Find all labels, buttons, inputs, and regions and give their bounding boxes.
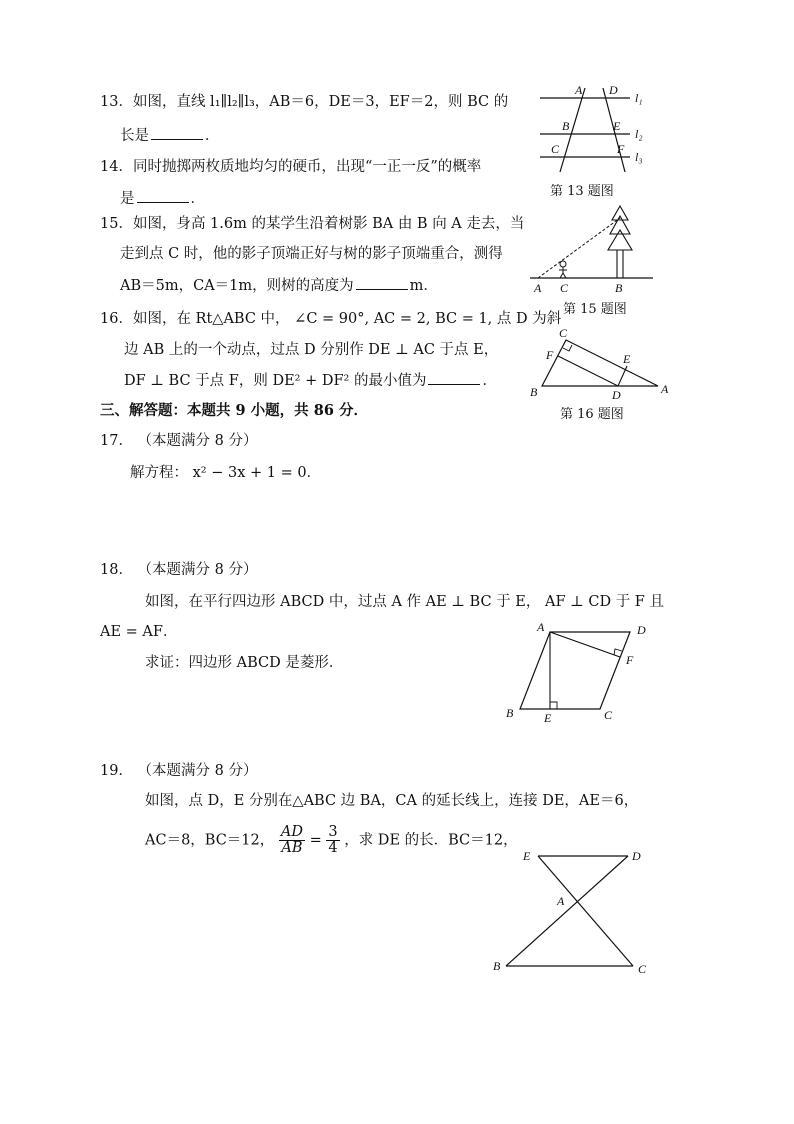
q16-line3-suffix: ． (482, 373, 497, 389)
label-D: D (609, 83, 618, 97)
equals-sign: = (309, 832, 322, 849)
q17-body: 解方程： x² − 3x + 1 = 0． (130, 465, 322, 481)
label-D: D (637, 623, 646, 637)
q14-line1: 14．同时抛掷两枚质地均匀的硬币，出现“一正一反”的概率 (100, 159, 482, 175)
label-C: C (638, 962, 647, 976)
label-C: C (604, 708, 613, 722)
q18-line2: AE = AF． (100, 624, 178, 640)
label-B: B (615, 281, 623, 295)
label-l2: l₂ (635, 127, 643, 141)
q15-line2: 走到点 C 时，他的影子顶端正好与树的影子顶端重合，测得 (120, 246, 503, 262)
q16-line1: 16．如图，在 Rt△ABC 中， ∠C = 90°, AC = 2, BC = 1, 点 D 为斜 (100, 311, 562, 327)
q15-line3-suffix: m． (409, 278, 438, 294)
q19-line2-suffix: ，求 DE 的长．BC＝12， (344, 832, 518, 849)
answer-blank (428, 370, 480, 385)
label-l3: l₃ (635, 150, 643, 164)
label-C: C (551, 142, 560, 156)
q16-line3-prefix: DF ⊥ BC 于点 F，则 DE² + DF² 的最小值为 (124, 373, 427, 389)
q18-line1: 如图，在平行四边形 ABCD 中，过点 A 作 AE ⊥ BC 于 E， AF ⊥ CD 于 F 且 (145, 594, 664, 610)
q13-line2 (120, 125, 220, 146)
answer-blank (151, 125, 203, 140)
label-B: B (506, 706, 514, 720)
q19-header: 19． （本题满分 8 分） (100, 763, 258, 779)
label-F: F (546, 348, 554, 362)
label-l1: l₁ (635, 91, 643, 105)
label-E: E (613, 119, 621, 133)
q16-line2: 边 AB 上的一个动点，过点 D 分别作 DE ⊥ AC 于点 E， (124, 342, 499, 358)
label-E: E (523, 849, 531, 863)
ratio-ad-ab: $\frac{AD}{AB}$ (280, 824, 303, 856)
label-A: A (534, 281, 542, 295)
figure-16-caption: 第 16 题图 (560, 407, 624, 422)
label-B: B (493, 959, 501, 973)
label-A: A (537, 620, 545, 634)
q14-line2 (120, 188, 205, 209)
answer-blank (137, 188, 189, 203)
q13-line1: 13．如图，直线 l₁∥l₂∥l₃，AB＝6，DE＝3，EF＝2，则 BC 的 (100, 94, 509, 110)
label-D: D (632, 849, 641, 863)
q17-header: 17． （本题满分 8 分） (100, 433, 258, 449)
label-C: C (560, 281, 569, 295)
figure-13 (535, 82, 665, 192)
figure-16 (528, 323, 688, 403)
q18-line3: 求证：四边形 ABCD 是菱形． (145, 655, 344, 671)
figure-18 (500, 617, 660, 727)
figure-13-caption: 第 13 题图 (550, 184, 614, 199)
q19-line1: 如图，点 D，E 分别在△ABC 边 BA，CA 的延长线上，连接 DE，AE＝6， (145, 793, 639, 809)
label-E: E (623, 352, 631, 366)
label-B: B (562, 119, 570, 133)
label-F: F (626, 653, 634, 667)
q13-line2-suffix: ． (205, 128, 220, 144)
figure-15-caption: 第 15 题图 (563, 302, 627, 317)
label-E: E (544, 711, 552, 725)
label-B: B (530, 385, 538, 399)
q14-line2-prefix: 是 (120, 191, 135, 207)
q15-line3 (120, 275, 438, 296)
q16-line3 (124, 370, 497, 391)
answer-blank (356, 275, 408, 290)
label-A: A (557, 894, 565, 908)
label-D: D (612, 388, 621, 402)
q19-line2-prefix: AC＝8，BC＝12， (145, 832, 275, 849)
figure-15 (528, 198, 658, 298)
label-F: F (617, 142, 625, 156)
figure-19 (490, 845, 660, 975)
q15-line3-prefix: AB＝5m，CA＝1m，则树的高度为 (120, 278, 354, 294)
label-A: A (575, 83, 583, 97)
q19-line2 (145, 825, 518, 856)
q18-header: 18． （本题满分 8 分） (100, 562, 258, 578)
q13-line2-prefix: 长是 (120, 128, 149, 144)
label-A: A (661, 382, 669, 396)
label-C: C (559, 326, 568, 340)
q15-line1: 15．如图，身高 1.6m 的某学生沿着树影 BA 由 B 向 A 走去，当 (100, 216, 525, 232)
q14-line2-suffix: ． (190, 191, 205, 207)
section-3-heading: 三、解答题：本题共 9 小题，共 86 分． (100, 402, 368, 419)
ratio-three-quarters: $\frac{3}{4}$ (328, 824, 338, 856)
